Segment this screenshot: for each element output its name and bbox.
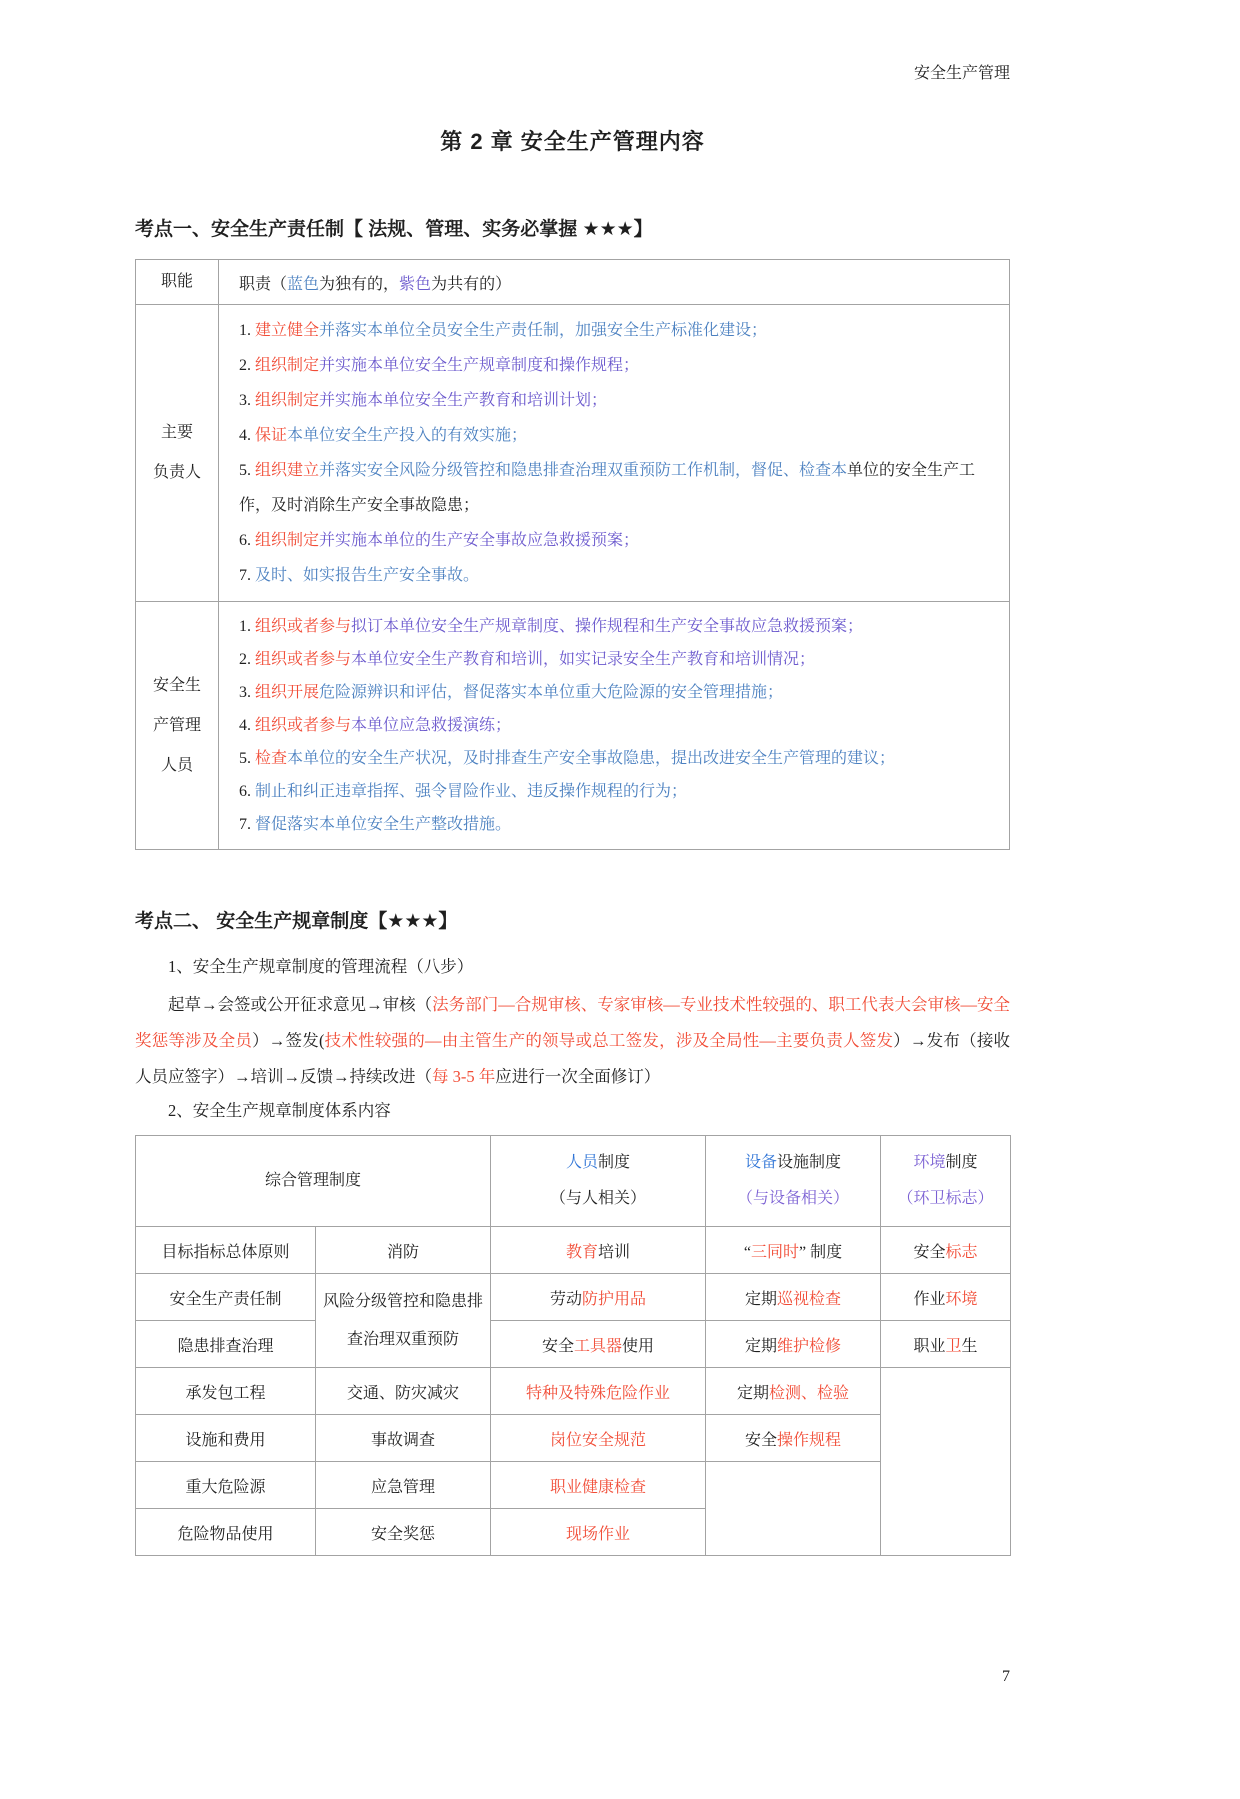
table-row xyxy=(136,260,1010,305)
section2-heading: 考点二、 安全生产规章制度【★★★】 xyxy=(135,911,458,932)
paragraph: 1、安全生产规章制度的管理流程（八步） xyxy=(168,957,474,976)
list-item: 1. 组织或者参与拟订本单位安全生产规章制度、操作规程和生产安全事故应急救援预案； xyxy=(239,618,864,635)
table-cell: 危险物品使用 xyxy=(136,1509,316,1556)
table-cell: 教育培训 xyxy=(491,1227,706,1274)
table-cell xyxy=(219,305,1010,602)
table-cell: 职业卫生 xyxy=(881,1321,1011,1368)
paragraph: 2、安全生产规章制度体系内容 xyxy=(168,1101,391,1120)
table-cell xyxy=(881,1136,1011,1227)
table-cell: 特种及特殊危险作业 xyxy=(491,1368,706,1415)
duty-legend: 职责（蓝色为独有的，紫色为共有的） xyxy=(239,275,512,293)
table-cell: 设施和费用 xyxy=(136,1415,316,1462)
header-subtext: （与设备相关） xyxy=(737,1190,850,1207)
rules-system-table xyxy=(135,1135,1011,1556)
header-subtext: （与人相关） xyxy=(550,1190,647,1207)
table-cell: 劳动防护用品 xyxy=(491,1274,706,1321)
table-cell xyxy=(706,1136,881,1227)
table-cell xyxy=(136,305,219,602)
table-cell-empty xyxy=(881,1368,1011,1556)
table-cell: 目标指标总体原则 xyxy=(136,1227,316,1274)
running-header: 安全生产管理 xyxy=(913,65,1010,82)
list-item: 6. 制止和纠正违章指挥、强令冒险作业、违反操作规程的行为； xyxy=(239,783,688,800)
list-item: 7. 督促落实本单位安全生产整改措施。 xyxy=(239,816,512,833)
table-row xyxy=(136,1321,1011,1368)
table-cell: 应急管理 xyxy=(316,1462,491,1509)
list-item: 7. 及时、如实报告生产安全事故。 xyxy=(239,567,480,584)
table-row xyxy=(136,1462,1011,1509)
page-number: 7 xyxy=(1002,1668,1010,1685)
table-cell: 定期检测、检验 xyxy=(706,1368,881,1415)
table-cell: 安全操作规程 xyxy=(706,1415,881,1462)
list-item: 2. 组织制定并实施本单位安全生产规章制度和操作规程； xyxy=(239,357,640,374)
list-item: 1. 建立健全并落实本单位全员安全生产责任制，加强安全生产标准化建设； xyxy=(239,322,768,339)
header-subtext: （环卫标志） xyxy=(897,1190,994,1207)
table-cell: 消防 xyxy=(316,1227,491,1274)
table-cell: 职能 xyxy=(136,260,219,305)
list-item: 5. 检查本单位的安全生产状况，及时排查生产安全事故隐患，提出改进安全生产管理的建议； xyxy=(239,750,896,767)
table-row xyxy=(136,1227,1011,1274)
list-item: 3. 组织开展危险源辨识和评估，督促落实本单位重大危险源的安全管理措施； xyxy=(239,684,784,701)
document-page xyxy=(135,60,1010,1686)
table-cell: 事故调查 xyxy=(316,1415,491,1462)
table-cell: “三同时” 制度 xyxy=(706,1227,881,1274)
row-label-line: 产管理 xyxy=(152,716,201,734)
table-cell: 职业健康检查 xyxy=(491,1462,706,1509)
row-label-line: 主要 xyxy=(160,424,193,441)
table-row xyxy=(136,602,1010,850)
row-label-line: 人员 xyxy=(160,756,193,774)
table-cell xyxy=(219,602,1010,850)
table-cell: 定期维护检修 xyxy=(706,1321,881,1368)
table-cell xyxy=(136,1136,491,1227)
table-cell: 作业环境 xyxy=(881,1274,1011,1321)
responsibility-table xyxy=(135,259,1010,850)
list-item: 4. 组织或者参与本单位应急救援演练； xyxy=(239,717,512,734)
row-label-line: 负责人 xyxy=(152,464,201,481)
process-flow-paragraph: 起草→会签或公开征求意见→审核（法务部门—合规审核、专家审核—专业技术性较强的、职工代表大会审核—安全奖惩等涉及全员）→签发(技术性较强的—由主管生产的领导或总工签发，涉及全局性—主要负责人签发）→发布（接收人员应签字）→培训→反馈→持续改进（每 3-5 年应进行一次全面修订） xyxy=(135,995,1011,1086)
header-text: 设备设施制度 xyxy=(745,1154,842,1171)
list-item: 3. 组织制定并实施本单位安全生产教育和培训计划； xyxy=(239,392,608,409)
table-cell: 岗位安全规范 xyxy=(491,1415,706,1462)
table-cell: 安全奖惩 xyxy=(316,1509,491,1556)
table-cell: 隐患排查治理 xyxy=(136,1321,316,1368)
section1-heading: 考点一、安全生产责任制【 法规、管理、实务必掌握 ★★★】 xyxy=(135,219,653,240)
table-cell xyxy=(491,1136,706,1227)
table-cell: 安全生产责任制 xyxy=(136,1274,316,1321)
table-cell: 交通、防灾减灾 xyxy=(316,1368,491,1415)
list-item: 5. 组织建立并落实安全风险分级管控和隐患排查治理双重预防工作机制，督促、检查本单位的安全生产工作，及时消除生产安全事故隐患； xyxy=(239,462,976,514)
header-text: 环境制度 xyxy=(913,1154,978,1171)
table-cell: 安全标志 xyxy=(881,1227,1011,1274)
table-cell: 现场作业 xyxy=(491,1509,706,1556)
header-text: 人员制度 xyxy=(566,1154,631,1171)
table-cell: 安全工具器使用 xyxy=(491,1321,706,1368)
row-label-line: 安全生 xyxy=(152,676,201,694)
table-cell: 风险分级管控和隐患排查治理双重预防 xyxy=(316,1274,491,1368)
table-header-row xyxy=(136,1136,1011,1227)
list-item: 2. 组织或者参与本单位安全生产教育和培训，如实记录安全生产教育和培训情况； xyxy=(239,651,816,668)
table-row xyxy=(136,1368,1011,1415)
table-cell xyxy=(219,260,1010,305)
table-cell: 承发包工程 xyxy=(136,1368,316,1415)
chapter-title: 第 2 章 安全生产管理内容 xyxy=(440,129,705,154)
list-item: 6. 组织制定并实施本单位的生产安全事故应急救援预案； xyxy=(239,532,640,549)
table-cell: 定期巡视检查 xyxy=(706,1274,881,1321)
table-cell-empty xyxy=(706,1462,881,1556)
list-item: 4. 保证本单位安全生产投入的有效实施； xyxy=(239,427,528,444)
table-row xyxy=(136,1274,1011,1321)
table-cell: 重大危险源 xyxy=(136,1462,316,1509)
table-cell xyxy=(136,602,219,850)
table-row xyxy=(136,1415,1011,1462)
header-text: 综合管理制度 xyxy=(265,1172,362,1189)
table-row xyxy=(136,305,1010,602)
